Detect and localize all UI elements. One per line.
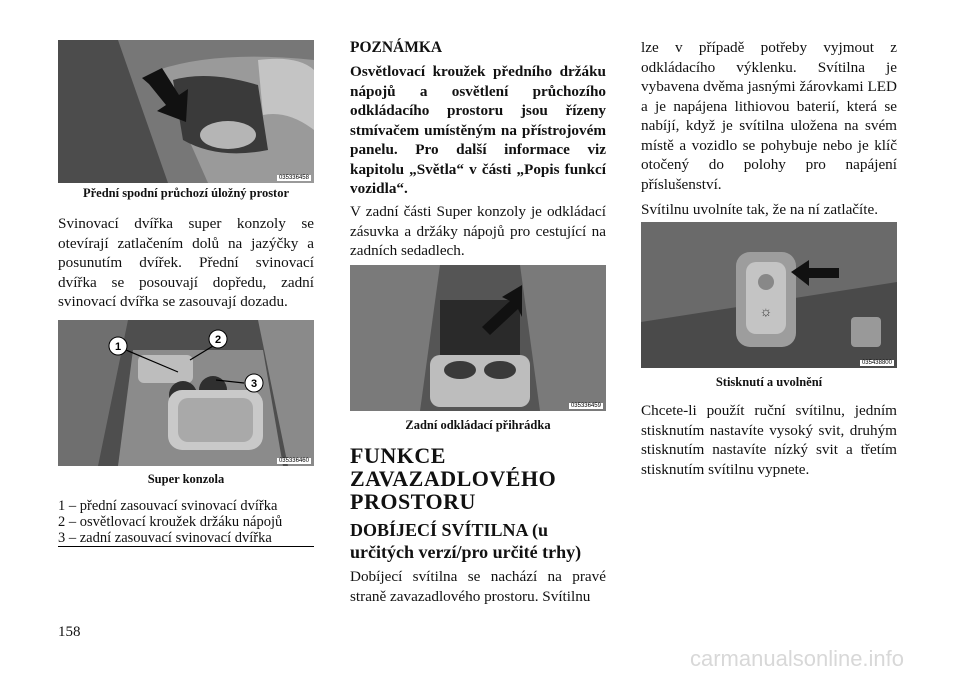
super-console-illustration bbox=[58, 320, 314, 466]
legend-item: 1 – přední zasouvací svinovací dvířka bbox=[58, 498, 278, 514]
image-code: 035336458 bbox=[278, 175, 309, 181]
image-code: 035336460 bbox=[278, 458, 309, 464]
watermark: carmanualsonline.info bbox=[690, 646, 905, 671]
paragraph-flashlight-usage: Chcete-li použít ruční svítilnu, jedním stisknutím nastavíte vysoký svit, druhým stisknutím nastavíte nízký svit a třetím stisknutím svítilnu vypnete. bbox=[641, 402, 897, 478]
subsection-heading: DOBÍJECÍ SVÍTILNA (u určitých verzí/pro určité trhy) bbox=[350, 520, 582, 562]
callout-1: 1 bbox=[114, 341, 122, 353]
caption-front-storage: Přední spodní průchozí úložný prostor bbox=[82, 186, 290, 200]
divider bbox=[58, 546, 314, 547]
flashlight-illustration bbox=[641, 222, 897, 368]
note-text: Osvětlovací kroužek předního držáku nápojů a osvětlení průchozího odkládacího prostoru jsou řízeny stmívačem umístěným na přístrojovém panelu. Pro další informace viz kapitolu „Světla“ v části „Popis funkcí vozidla“. bbox=[350, 63, 606, 197]
flashlight-photo bbox=[641, 222, 897, 368]
legend-list bbox=[58, 498, 314, 546]
caption-super-console: Super konzola bbox=[147, 472, 225, 486]
paragraph-rear-console: V zadní části Super konzoly je odkládací zásuvka a držáky nápojů pro cestující na zadních sedadlech. bbox=[350, 203, 606, 259]
paragraph-flashlight-release: Svítilnu uvolníte tak, že na ní zatlačíte. bbox=[641, 201, 879, 218]
section-heading: FUNKCE ZAVAZADLOVÉHO PROSTORU bbox=[350, 443, 557, 514]
legend-item: 3 – zadní zasouvací svinovací dvířka bbox=[58, 530, 272, 546]
front-lower-storage-illustration bbox=[58, 40, 314, 183]
image-code: 035438800 bbox=[861, 360, 892, 366]
rear-storage-photo bbox=[350, 265, 606, 411]
note-title: POZNÁMKA bbox=[350, 39, 443, 56]
caption-rear-storage: Zadní odkládací přihrádka bbox=[405, 418, 551, 432]
paragraph-flashlight-description: lze v případě potřeby vyjmout z odkládacího výklenku. Svítilna je vybavena dvěma jasnými žárovkami LED a je napájena lithiovou baterií, která se nabíjí, když je svítilna uložena na svém místě a vozidlo se pohybuje nebo je klíč otočený do polohy pro napájení příslušenství. bbox=[641, 39, 897, 193]
rear-storage-illustration bbox=[350, 265, 606, 411]
paragraph-console-doors: Svinovací dvířka super konzoly se otevírají zatlačením dolů na jazýčky a posunutím dvířek. Přední svinovací dvířka se posouvají dopředu, zadní svinovací dvířka se zasouvají dozadu. bbox=[58, 215, 314, 310]
callout-3: 3 bbox=[250, 378, 258, 390]
caption-flashlight: Stisknutí a uvolnění bbox=[715, 375, 823, 389]
image-code: 035336459 bbox=[570, 403, 601, 409]
front-lower-storage-photo bbox=[58, 40, 314, 183]
legend-item: 2 – osvětlovací kroužek držáku nápojů bbox=[58, 514, 283, 530]
super-console-photo bbox=[58, 320, 314, 466]
callout-2: 2 bbox=[214, 334, 222, 346]
page-number: 158 bbox=[58, 624, 81, 640]
flashlight-icon: ☼ bbox=[759, 305, 773, 320]
paragraph-flashlight-location: Dobíjecí svítilna se nachází na pravé straně zavazadlového prostoru. Svítilnu bbox=[350, 568, 606, 605]
